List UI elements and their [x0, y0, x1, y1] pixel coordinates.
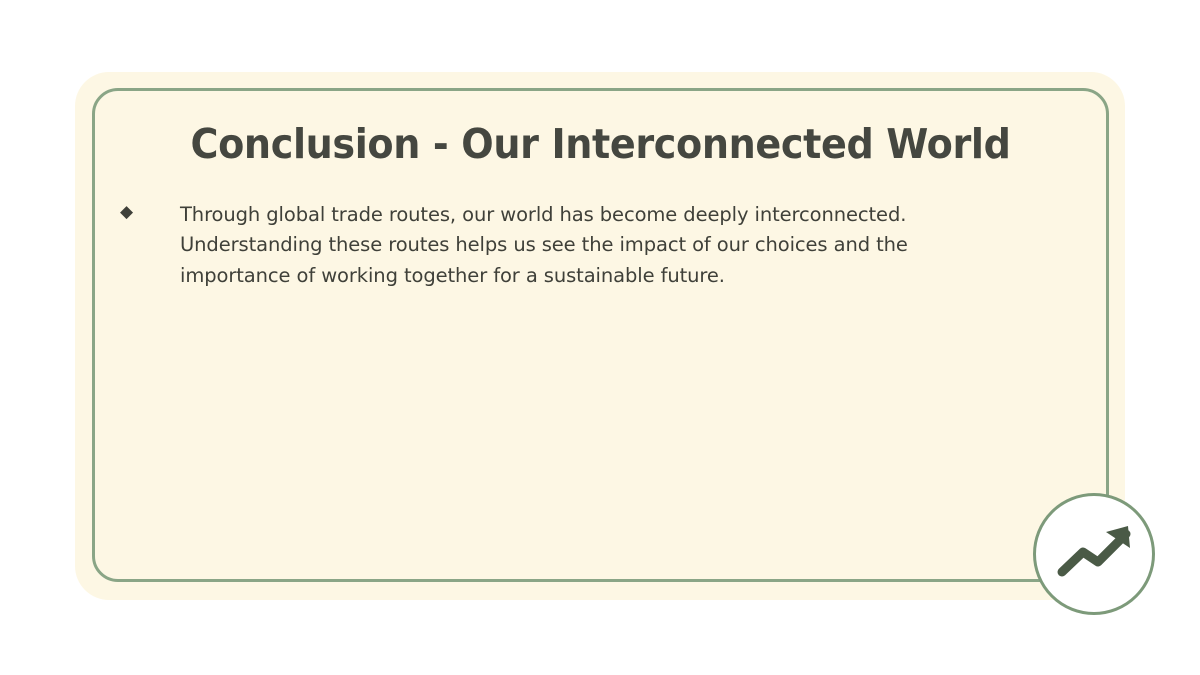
list-item	[120, 200, 1020, 291]
trending-up-arrow-icon	[1036, 496, 1152, 612]
decorative-badge	[1033, 493, 1155, 615]
slide-title: Conclusion - Our Interconnected World	[190, 120, 1011, 168]
bullet-list	[120, 200, 1020, 305]
diamond-bullet-icon: ◆	[120, 202, 134, 222]
bullet-text: Through global trade routes, our world has become deeply interconnected. Understanding these routes helps us see the impact of our choices and the importance of working together for a sustainable future.	[180, 203, 908, 287]
